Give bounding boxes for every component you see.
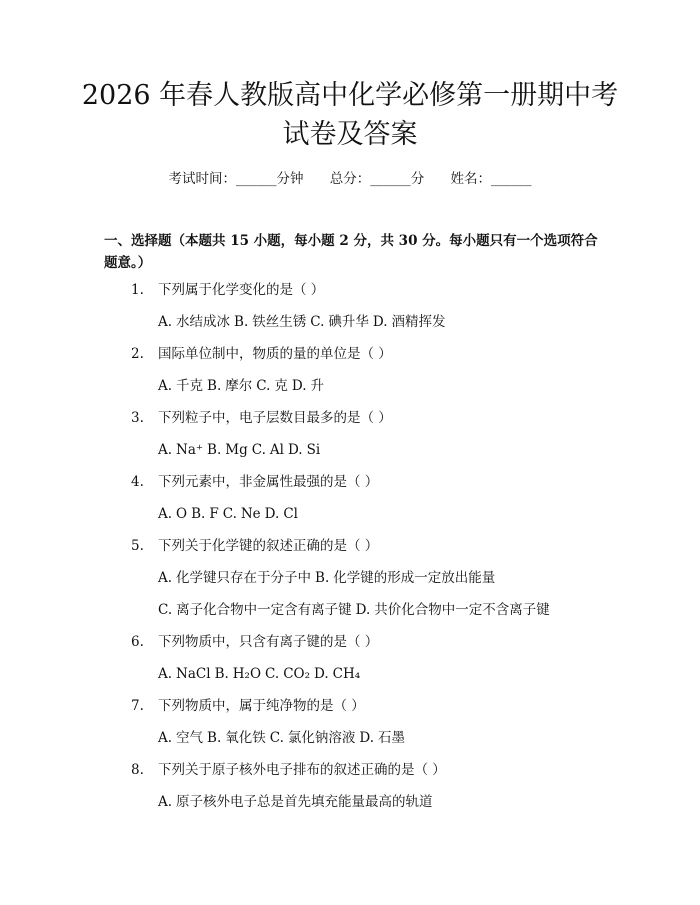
question-item [0,632,700,664]
question-list [0,280,700,824]
options-row [0,664,700,696]
exam-time-field: 考试时间：______分钟 [168,171,304,187]
question-stem: 下列关于化学键的叙述正确的是（ ） [158,538,379,554]
option-letter: A. [158,730,173,746]
option-text: 共价化合物中一定不含离子键 [374,602,550,618]
exam-meta [0,169,700,189]
option-text: 升 [310,378,325,394]
option-letter: A. [158,794,173,810]
option-text: H₂O [232,666,262,682]
question-number: 6. [131,634,144,650]
option-letter: D. [291,378,307,394]
option-letter: D. [264,506,280,522]
option-text: 碘升华 [328,314,369,330]
option-letter: B. [234,314,249,330]
options-row [0,728,700,760]
option-letter: B. [207,730,222,746]
title-line-2: 试卷及答案 [282,119,418,150]
option-letter: D. [355,602,371,618]
option-letter: B. [207,442,222,458]
option-text: Cl [283,506,298,522]
option-text: Mg [225,442,248,458]
question-item [0,280,700,312]
exam-title [60,76,640,154]
option-letter: C. [256,378,271,394]
question-stem: 下列元素中，非金属性最强的是（ ） [158,474,379,490]
option-letter: B. [207,378,222,394]
question-number: 3. [131,410,144,426]
options-row [0,376,700,408]
option-letter: C. [222,506,237,522]
option-letter: C. [251,442,266,458]
option-text: 氧化铁 [225,730,266,746]
option-letter: C. [265,666,280,682]
option-letter: B. [191,506,206,522]
option-letter: A. [158,570,173,586]
question-item [0,472,700,504]
question-stem: 下列物质中，只含有离子键的是（ ） [158,634,379,650]
option-letter: B. [214,666,229,682]
option-text: Si [306,442,321,458]
option-text: 空气 [176,730,204,746]
option-text: 离子化合物中一定含有离子键 [176,602,352,618]
question-number: 5. [131,538,144,554]
option-letter: C. [310,314,325,330]
option-text: 氯化钠溶液 [287,730,356,746]
question-number: 4. [131,474,144,490]
question-stem: 下列物质中，属于纯净物的是（ ） [158,698,365,714]
question-number: 8. [131,762,144,778]
option-text: 千克 [176,378,204,394]
question-stem: 国际单位制中，物质的量的单位是（ ） [158,346,392,362]
option-letter: D. [287,442,303,458]
option-letter: A. [158,506,173,522]
option-text: Na⁺ [176,442,204,458]
options-row [0,792,700,824]
options-row [0,568,700,600]
option-text: 石墨 [378,730,406,746]
option-text: 酒精挥发 [391,314,446,330]
option-letter: D. [359,730,375,746]
options-row [0,600,700,632]
option-text: 克 [274,378,288,394]
option-letter: D. [314,666,329,682]
option-text: CH₄ [332,666,361,682]
option-text: CO₂ [283,666,310,682]
option-text: 化学键只存在于分子中 [176,570,312,586]
question-item [0,696,700,728]
option-text: Ne [240,506,261,522]
option-letter: A. [158,378,173,394]
options-row [0,504,700,536]
option-text: 水结成冰 [176,314,231,330]
question-number: 2. [131,346,144,362]
question-item [0,536,700,568]
options-row [0,440,700,472]
question-item [0,344,700,376]
question-item [0,760,700,792]
option-text: 化学键的形成一定放出能量 [333,570,496,586]
question-number: 1. [131,282,144,298]
option-text: F [209,506,219,522]
title-line-1: 2026 年春人教版高中化学必修第一册期中考 [81,80,619,111]
total-score-field: 总分：______分 [329,171,425,187]
option-text: O [176,506,188,522]
option-text: 原子核外电子总是首先填充能量最高的轨道 [176,794,433,810]
option-letter: A. [158,442,173,458]
options-row [0,312,700,344]
name-field: 姓名：______ [450,171,532,187]
option-letter: B. [315,570,330,586]
question-item [0,408,700,440]
option-letter: C. [158,602,173,618]
option-text: 铁丝生锈 [252,314,307,330]
option-letter: C. [269,730,284,746]
question-stem: 下列粒子中，电子层数目最多的是（ ） [158,410,392,426]
section-header: 一、选择题（本题共 15 小题，每小题 2 分，共 30 分。每小题只有一个选项符合题意。） [104,233,598,271]
option-letter: D. [372,314,388,330]
question-stem: 下列关于原子核外电子排布的叙述正确的是（ ） [158,762,446,778]
option-text: NaCl [176,666,211,682]
option-letter: A. [158,314,173,330]
option-text: Al [269,442,284,458]
option-letter: A. [158,666,173,682]
question-stem: 下列属于化学变化的是（ ） [158,282,325,298]
option-text: 摩尔 [225,378,253,394]
question-number: 7. [131,698,144,714]
